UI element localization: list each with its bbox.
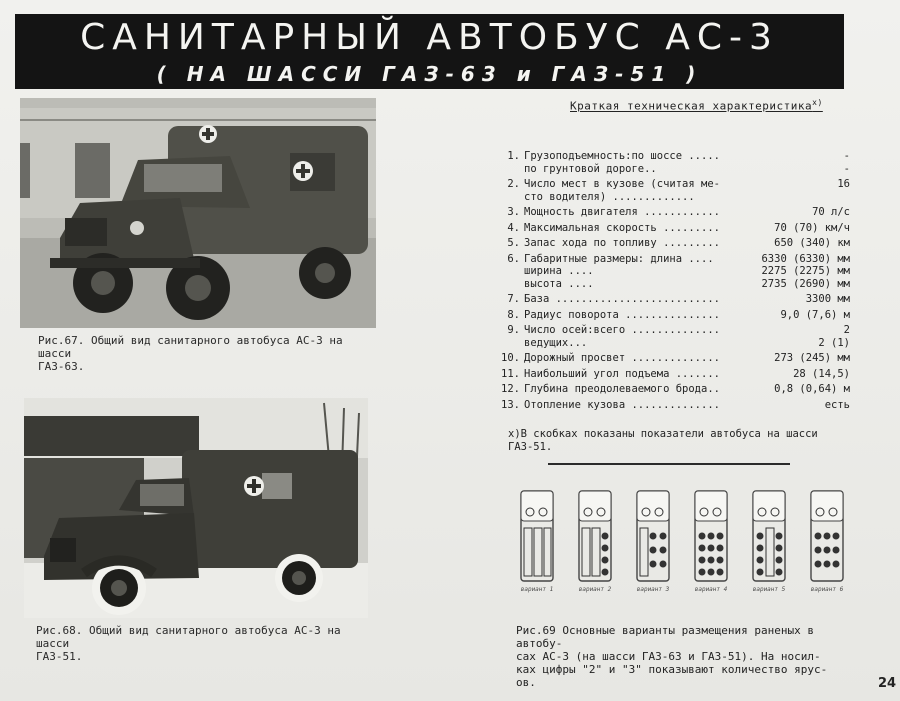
page-title: САНИТАРНЫЙ АВТОБУС АС-3: [80, 17, 779, 58]
spec-value: 3300 мм: [805, 293, 850, 305]
spec-value: 70 л/с: [812, 206, 850, 218]
spec-row: [498, 150, 850, 175]
layout-diagram: [747, 488, 791, 598]
layout-label: вариант 2: [578, 586, 612, 593]
page-subtitle: ( НА ШАССИ ГАЗ-63 и ГАЗ-51 ): [156, 62, 703, 86]
spec-name: Грузоподъемность:по шоссе ..... по грунтовой дороге..: [524, 150, 720, 175]
spec-num: 6.: [507, 252, 520, 265]
spec-name: База ..........................: [524, 293, 720, 305]
layout-diagram: [689, 488, 733, 598]
spec-name: Наибольший угол подъема .......: [524, 367, 720, 380]
layout-label: вариант 4: [694, 586, 728, 593]
spec-value: 2 2 (1): [818, 324, 850, 349]
layout-label: вариант 3: [636, 586, 670, 593]
photo-caption-fig67: Рис.67. Общий вид санитарного автобуса АС-3 на шасси ГАЗ-63.: [38, 334, 343, 373]
spec-num: 10.: [501, 352, 520, 364]
spec-name: Максимальная скорость .........: [524, 221, 720, 234]
spec-value: есть: [824, 398, 850, 411]
stretcher-layouts: [515, 488, 855, 598]
spec-heading-text: Краткая техническая характеристика: [570, 99, 813, 113]
spec-num: 5.: [507, 237, 520, 249]
spec-name: Запас хода по топливу .........: [524, 237, 720, 249]
spec-value: 70 (70) км/ч: [774, 221, 850, 234]
spec-num: 11.: [501, 367, 520, 380]
spec-name: Радиус поворота ...............: [524, 308, 720, 321]
photo-gaz51-ambulance: [24, 398, 368, 618]
layout-diagram: [573, 488, 617, 598]
title-banner: [15, 14, 844, 89]
photo-caption-fig68: Рис.68. Общий вид санитарного автобуса АС-3 на шасси ГАЗ-51.: [36, 624, 341, 663]
spec-value: 650 (340) км: [774, 237, 850, 249]
spec-value: 16: [837, 178, 850, 190]
spec-num: 2.: [507, 178, 520, 190]
spec-num: 8.: [507, 308, 520, 321]
spec-name: Глубина преодолеваемого брода..: [524, 383, 720, 395]
spec-row: [498, 309, 850, 322]
spec-num: 7.: [507, 293, 520, 305]
page-number: 24: [878, 676, 897, 691]
spec-row: [498, 399, 850, 412]
spec-num: 9.: [507, 324, 520, 336]
spec-row: [498, 383, 850, 396]
spec-row: [498, 222, 850, 235]
spec-value: 273 (245) мм: [774, 352, 850, 364]
spec-heading-mark: х): [812, 98, 823, 107]
spec-num: 12.: [501, 383, 520, 395]
spec-value: - -: [843, 150, 850, 175]
spec-value: 9,0 (7,6) м: [780, 308, 850, 321]
spec-row: [498, 293, 850, 306]
spec-num: 3.: [507, 206, 520, 218]
spec-name: Число мест в кузове (считая ме- сто водителя) .............: [524, 178, 720, 203]
divider-rule: [548, 463, 790, 465]
spec-heading: [570, 98, 823, 113]
layout-diagram: [805, 488, 849, 598]
spec-table: [498, 150, 850, 414]
photo-gaz63-ambulance: [20, 98, 376, 328]
spec-value: 28 (14,5): [793, 367, 850, 380]
spec-row: [498, 206, 850, 219]
spec-value: 0,8 (0,64) м: [774, 383, 850, 395]
spec-name: Отопление кузова ..............: [524, 398, 720, 411]
layout-label: вариант 5: [752, 586, 786, 593]
spec-name: Дорожный просвет ..............: [524, 352, 720, 364]
spec-num: 4.: [507, 221, 520, 234]
layout-label: вариант 1: [520, 586, 554, 593]
spec-row: [498, 237, 850, 250]
layout-diagram: [515, 488, 559, 598]
layouts-caption-fig69: Рис.69 Основные варианты размещения раненых в автобу- сах АС-3 (на шасси ГАЗ-63 и ГАЗ-51). На носил- ках цифры "2" и "3" показывают количество ярус- ов.: [516, 624, 828, 689]
spec-row: [498, 352, 850, 365]
spec-footnote: х)В скобках показаны показатели автобуса на шасси ГАЗ-51.: [508, 428, 818, 453]
spec-name: Мощность двигателя ............: [524, 206, 720, 218]
layout-label: вариант 6: [810, 586, 844, 593]
spec-row: [498, 324, 850, 349]
spec-row: [498, 253, 850, 291]
spec-name: Габаритные размеры: длина .... ширина .... высота ....: [524, 252, 714, 290]
spec-num: 13.: [501, 398, 520, 411]
spec-row: [498, 178, 850, 203]
layout-diagram: [631, 488, 675, 598]
spec-value: 6330 (6330) мм 2275 (2275) мм 2735 (2690) мм: [761, 252, 850, 290]
spec-num: 1.: [507, 150, 520, 162]
spec-row: [498, 368, 850, 381]
spec-name: Число осей:всего .............. ведущих...: [524, 324, 720, 349]
